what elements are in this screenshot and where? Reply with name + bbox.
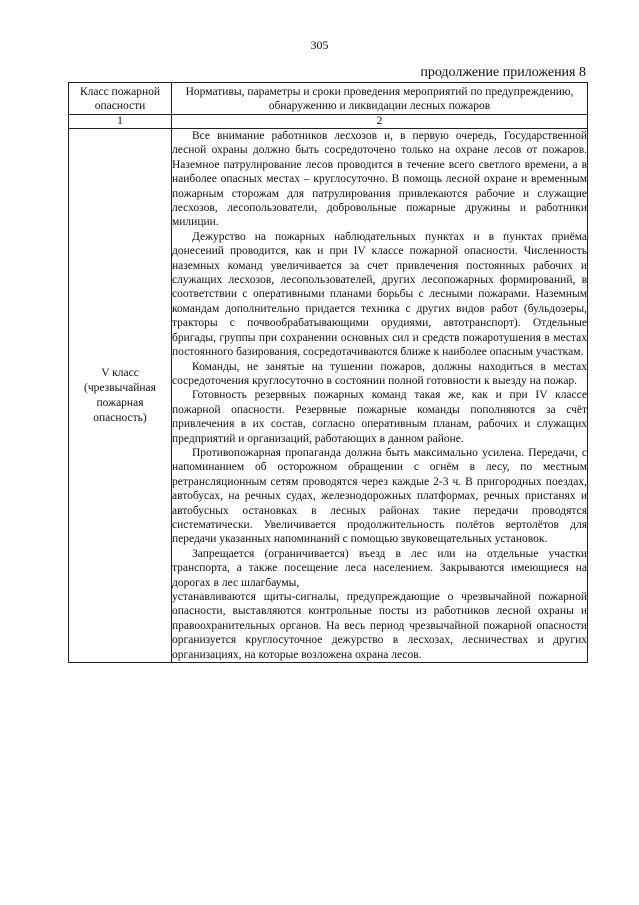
fire-danger-table <box>68 82 588 663</box>
table-row <box>69 129 588 663</box>
header-fire-class: Класс пожарной опасности <box>69 83 172 115</box>
page-number: 305 <box>310 38 329 52</box>
appendix-continuation-note: продолжение приложения 8 <box>420 65 586 80</box>
measures-paragraph: Противопожарная пропаганда должна быть максимально усилена. Передачи, с напоминанием об осторожном обращении с огнём в лесу, по местным ретрансляционным сетям проводятся через каждые 2-3 ч. В пригородных поездах, автобусах, на речных судах, железнодорожных платформах, речных пристанях и автобусных остановках в лесных районах такие передачи проводятся систематически. Увеличивается продолжительность полётов вертолётов для передачи указанных напоминаний с помощью звуковещательных установок. <box>172 446 587 546</box>
measures-paragraph: Запрещается (ограничивается) въезд в лес или на отдельные участки транспорта, а также посещение леса населением. Закрываются имеющиеся на дорогах в лес шлагбаумы, <box>172 547 587 589</box>
measures-paragraph-continuation: устанавливаются щиты-сигналы, предупреждающие о чрезвычайной пожарной опасности, выставляются контрольные посты из работников лесной охраны и правоохранительных органов. На весь период чрезвычайной пожарной опасности организуется круглосуточное дежурство в лесхозах, лесничествах и других организациях, на которые возложена охрана лесов. <box>172 591 587 661</box>
table-header-row <box>69 83 588 115</box>
table-column-number-row <box>69 115 588 129</box>
measures-paragraph: Готовность резервных пожарных команд такая же, как и при IV классе пожарной опасности. Резервные пожарные команды пополняются за счёт привлечения в их состав, согласно оперативным планам, рабочих и служащих предприятий и организаций, работающих в данном районе. <box>172 389 587 445</box>
fire-class-label: V класс (чрезвычайная пожарная опасность) <box>69 129 172 663</box>
column-number-2: 2 <box>172 115 588 129</box>
header-norms: Нормативы, параметры и сроки проведения мероприятий по предупреждению, обнаружению и ликвидации лесных пожаров <box>172 83 588 115</box>
measures-paragraph: Команды, не занятые на тушении пожаров, должны находиться в местах сосредоточения круглосуточно в состоянии полной готовности к выезду на пожар. <box>172 360 587 387</box>
column-number-1: 1 <box>69 115 172 129</box>
measures-paragraph: Все внимание работников лесхозов и, в первую очередь, Государственной лесной охраны должно быть сосредоточено только на охране лесов от пожаров. Наземное патрулирование лесов проводится в течение всего светлого времени, а в наиболее опасных местах – круглосуточно. В помощь лесной охране и временным пожарным сторожам для патрулирования привлекаются рабочие и служащие лесхозов, лесопользователи, добровольные пожарные дружины и работники милиции. <box>172 130 587 229</box>
measures-paragraph: Дежурство на пожарных наблюдательных пунктах и в пунктах приёма донесений проводится, как и при IV классе пожарной опасности. Численность наземных команд увеличивается за счет привлечения постоянных рабочих и служащих лесхозов, лесопользователей, других лесопожарных формирований, в соответствии с оперативными планами борьбы с лесными пожарами. Наземным командам дополнительно придается техника с других видов работ (бульдозеры, тракторы с почвообрабатывающими орудиями, автотранспорт). Отдельные бригады, группы при сохранении основных сил и средств пожаротушения в местах постоянного базирования, сосредотачиваются ближе к наиболее опасным участкам. <box>172 230 587 359</box>
measures-cell <box>172 129 588 663</box>
